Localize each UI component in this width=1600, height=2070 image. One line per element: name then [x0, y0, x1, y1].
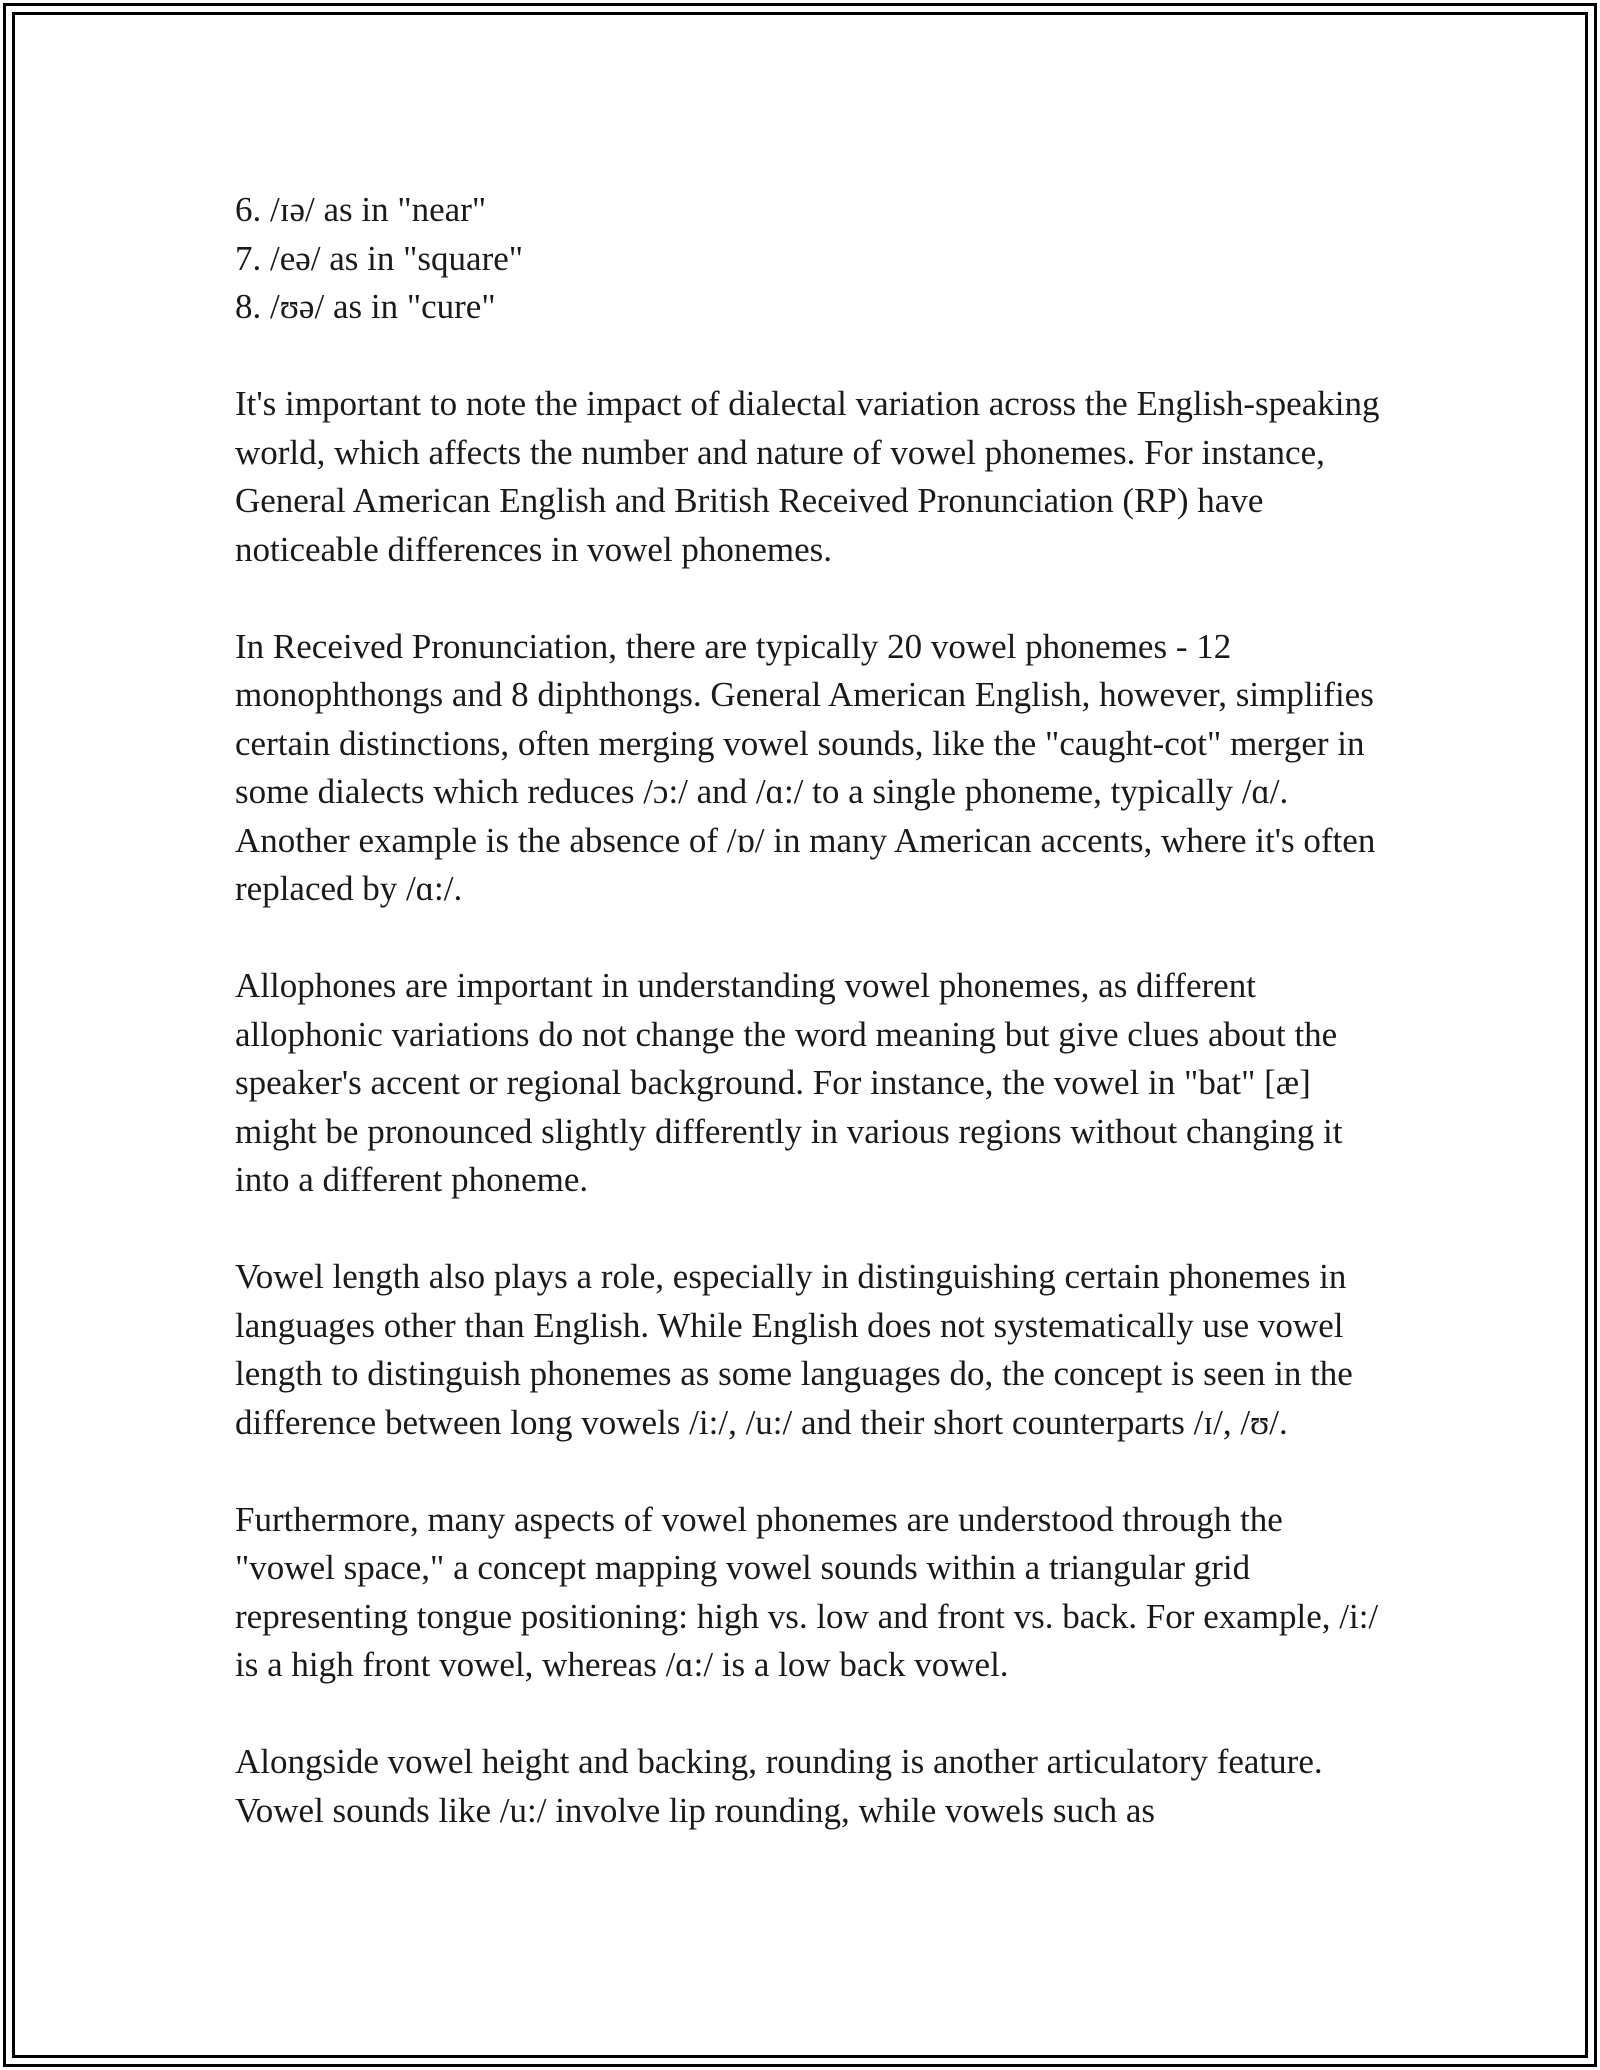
paragraph-vowel-length: Vowel length also plays a role, especially in distinguishing certain phonemes in languages other than English. While English does not systematically use vowel length to distinguish phonemes as some languages do, the concept is seen in the difference between long vowels /i:/, /u:/ and their short counterparts /ɪ/, /ʊ/.	[235, 1257, 1353, 1442]
paragraph-dialectal-variation: It's important to note the impact of dialectal variation across the English-speaking world, which affects the number and nature of vowel phonemes. For instance, General American English and British Received Pronunciation (RP) have noticeable differences in vowel phonemes.	[235, 384, 1380, 569]
paragraph-rounding: Alongside vowel height and backing, rounding is another articulatory feature. Vowel sounds like /u:/ involve lip rounding, while vowels such as	[235, 1742, 1323, 1830]
list-item: 8. /ʊə/ as in "cure"	[235, 287, 496, 326]
document-body	[235, 186, 1385, 1835]
paragraph-allophones: Allophones are important in understanding vowel phonemes, as different allophonic variations do not change the word meaning but give clues about the speaker's accent or regional background. For instance, the vowel in "bat" [æ] might be pronounced slightly differently in various regions without changing it into a different phoneme.	[235, 966, 1343, 1199]
paragraph-received-pronunciation: In Received Pronunciation, there are typically 20 vowel phonemes - 12 monophthongs and 8 diphthongs. General American English, however, simplifies certain distinctions, often merging vowel sounds, like the "caught-cot" merger in some dialects which reduces /ɔ:/ and /ɑ:/ to a single phoneme, typically /ɑ/. Another example is the absence of /ɒ/ in many American accents, where it's often replaced by /ɑ:/.	[235, 626, 1376, 908]
list-item: 6. /ɪə/ as in "near"	[235, 190, 487, 229]
paragraph-vowel-space: Furthermore, many aspects of vowel phonemes are understood through the "vowel space," a concept mapping vowel sounds within a triangular grid representing tongue positioning: high vs. low and front vs. back. For example, /i:/ is a high front vowel, whereas /ɑ:/ is a low back vowel.	[235, 1499, 1379, 1684]
list-item: 7. /eə/ as in "square"	[235, 238, 524, 278]
vowel-list	[235, 186, 1385, 332]
